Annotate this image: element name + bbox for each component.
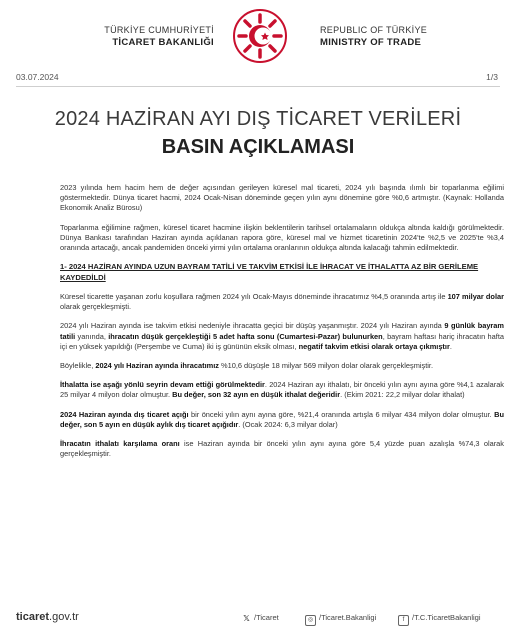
header-divider	[16, 86, 500, 87]
text-span: yanında,	[75, 331, 109, 341]
website-rest: .gov.tr	[49, 611, 79, 623]
x-icon: 𝕏	[243, 614, 250, 623]
text-span: . (Ekim 2021: 22,2 milyar dolar ithalat)	[340, 390, 465, 400]
letterhead	[0, 8, 516, 68]
paragraph-calendar-effect	[60, 321, 504, 352]
page-subtitle: BASIN AÇIKLAMASI	[161, 136, 355, 158]
paragraph-coverage-ratio	[60, 439, 504, 459]
text-span: Böylelikle,	[60, 361, 96, 371]
paragraph-outlook: Toparlanma eğilimine rağmen, küresel ticaret hacmine ilişkin beklentilerin tarihsel ortalamaların oldukça altında kaldığı görülmektedir. Dünya Bankası tarafından Haziran ayında açıklanan rapora göre, küresel mal ve hizmet ticaretinin 2024'te %2,5 ve 2025'te %3,4 oranında artacağı, ancak pandemiden önceki yirmi yılın ortalama oranlarının oldukça altında kalacağı tahmin edilmektedir.	[60, 222, 504, 253]
instagram-icon: ◎	[305, 615, 316, 626]
paragraph-exports-jan-may	[60, 292, 504, 312]
website-link[interactable]	[16, 611, 79, 623]
facebook-icon: f	[398, 615, 409, 626]
text-span: olarak gerçekleşmişti.	[60, 302, 132, 312]
text-span: 2024 yılı Haziran ayında ise takvim etkisi nedeniyle ihracatta geçici bir düşüş yaşanmıştır. 2024 yılı Haziran ayında	[60, 321, 445, 331]
footer	[0, 608, 516, 628]
paragraph-trade-deficit	[60, 410, 504, 430]
bold-span: 9 günlük bayram tatili	[60, 321, 504, 341]
twitter-handle: /Ticaret	[254, 613, 279, 622]
page-title: 2024 HAZİRAN AYI DIŞ TİCARET VERİLERİ	[54, 108, 462, 130]
org-country-en: REPUBLIC OF TÜRKİYE	[320, 25, 428, 35]
website-bold: ticaret	[16, 611, 50, 623]
text-span: . (Ocak 2024: 6,3 milyar dolar)	[238, 419, 338, 429]
bold-span: Bu değer, son 32 ayın en düşük ithalat değeridir	[172, 390, 341, 400]
instagram-handle: /Ticaret.Bakanligi	[319, 613, 377, 622]
org-ministry-en: MINISTRY OF TRADE	[320, 37, 422, 48]
text-span: ise Haziran ayında bir önceki yılın aynı ayına göre 5,4 yüzde puan azalışla %74,3 olarak gerçekleşmiştir.	[60, 439, 504, 459]
paragraph-intro: 2023 yılında hem hacim hem de değer açısından gerileyen küresel mal ticareti, 2024 yılı başında ılımlı bir toparlanma eğilimi göstermektedir. Dünya ticaret hacmi, 2024 Ocak-Nisan döneminde geçen yılın aynı dönemine göre %0,6 artmıştır. (Kaynak: Hollanda Ekonomik Analiz Bürosu)	[60, 183, 504, 213]
document-date: 03.07.2024	[16, 72, 59, 82]
text-span: Küresel ticarette yaşanan zorlu koşullara rağmen 2024 yılı Ocak-Mayıs döneminde ihracatımız %4,5 oranında artış ile	[60, 292, 448, 302]
document-body	[60, 183, 504, 468]
facebook-handle: /T.C.TicaretBakanligi	[412, 613, 481, 622]
org-ministry-tr: TİCARET BAKANLIĞI	[112, 37, 214, 48]
bold-span: 2024 yılı Haziran ayında ihracatımız	[95, 361, 219, 371]
text-span: %10,6 düşüşle 18 milyar 569 milyon dolar olarak gerçekleşmiştir.	[218, 361, 433, 371]
twitter-link[interactable]	[242, 613, 279, 623]
text-span: . 2024 Haziran ayı ithalatı, bir önceki yılın aynı ayına göre %4,1 azalarak 25 milyar 4 milyon dolar olmuştur.	[60, 380, 505, 400]
bold-span: negatif takvim etkisi olarak ortaya çıkmıştır	[298, 341, 450, 351]
bold-span: 2024 Haziran ayında dış ticaret açığı	[60, 409, 189, 419]
text-span: bir önceki yılın aynı ayına göre, %21,4 oranında artışla 6 milyar 434 milyon dolar olmuştur.	[188, 409, 495, 419]
org-country-tr: TÜRKİYE CUMHURİYETİ	[104, 25, 214, 35]
bold-span: 107 milyar dolar	[447, 292, 504, 302]
text-span: , bayram haftası hariç ihracatın hafta içi en yüksek yapıldığı (Perşembe ve Cuma) iki iş gününün eksik olması,	[60, 331, 504, 351]
bold-span: İhracatın ithalatı karşılama oranı	[60, 439, 180, 449]
bold-span: Bu değer, son 5 ayın en düşük aylık dış ticaret açığıdır	[60, 409, 504, 429]
ministry-logo-icon	[232, 8, 288, 64]
bold-span: İthalatta ise aşağı yönlü seyrin devam ettiği görülmektedir	[60, 380, 265, 390]
paragraph-imports	[60, 380, 504, 400]
page-number: 1/3	[486, 72, 498, 82]
org-name-english	[320, 24, 460, 49]
section-heading-text: 1- 2024 HAZİRAN AYINDA UZUN BAYRAM TATİLİ VE TAKVİM ETKİSİ İLE İHRACAT VE İTHALATTA AZ BİR GERİLEME KAYDEDİLDİ	[60, 262, 479, 282]
instagram-link[interactable]	[305, 613, 376, 626]
org-name-turkish	[84, 24, 214, 49]
section-heading-1	[60, 262, 504, 283]
text-span: .	[449, 341, 452, 351]
facebook-link[interactable]	[398, 613, 481, 626]
paragraph-june-exports	[60, 361, 504, 371]
bold-span: ihracatın düşük gerçekleştiği 5 adet hafta sonu (Cumartesi-Pazar) bulunurken	[108, 331, 383, 341]
